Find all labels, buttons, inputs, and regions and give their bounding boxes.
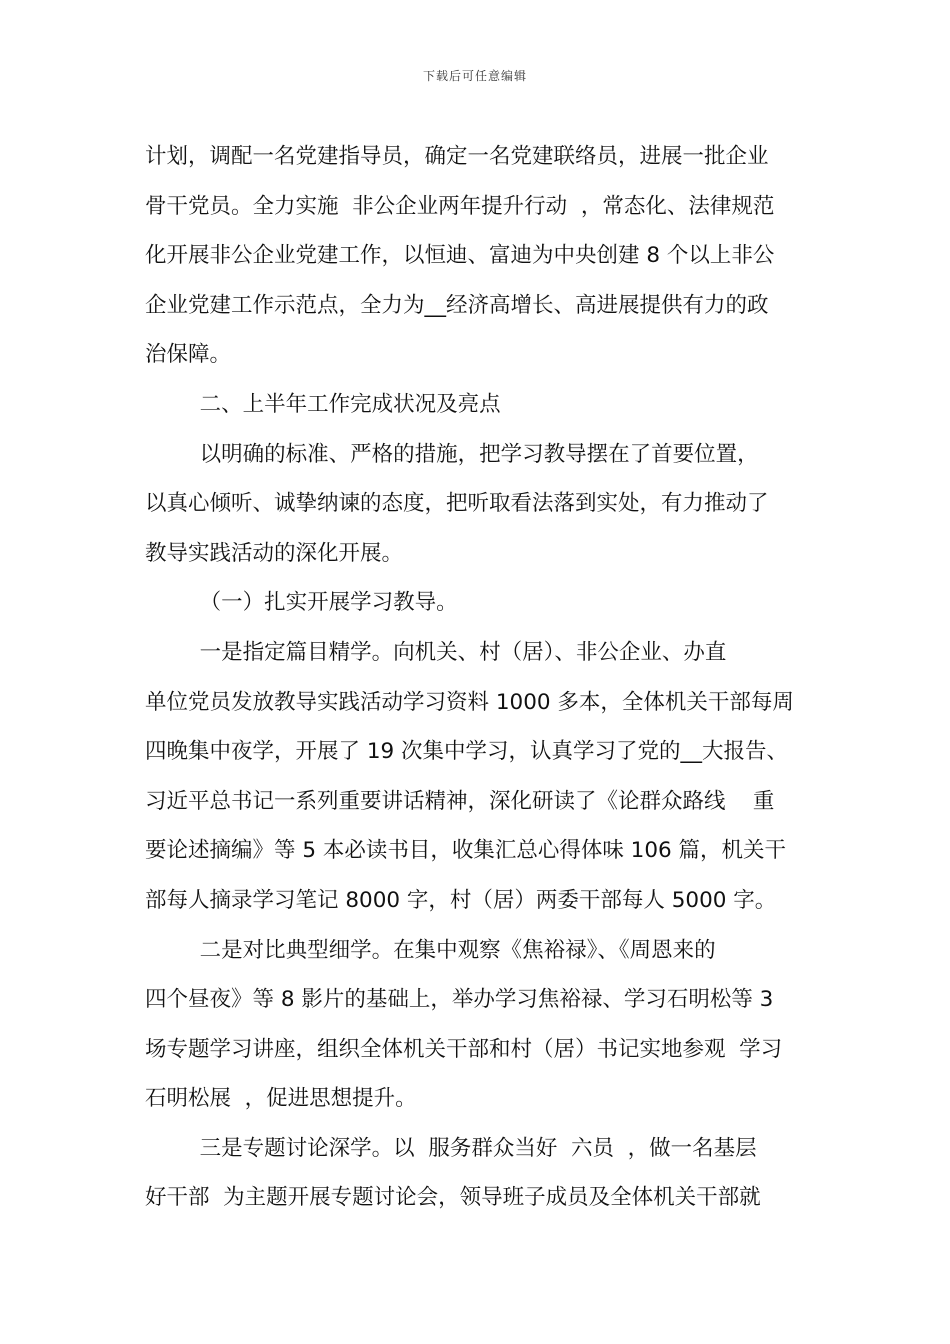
text-line: 骨干党员。全力实施 非公企业两年提升行动 ，常态化、法律规范 [145, 193, 775, 219]
text-line: 一是指定篇目精学。向机关、村（居）、非公企业、办直 [145, 639, 727, 665]
text-line: 治保障。 [145, 342, 232, 368]
page-header: 下载后可任意编辑 [422, 69, 527, 83]
text-line: 四晚集中夜学，开展了 19 次集中学习，认真学习了党的__大报告、 [145, 739, 789, 765]
text-line: 习近平总书记一系列重要讲话精神，深化研读了《论群众路线 重 [145, 788, 775, 814]
text-line: 化开展非公企业党建工作，以恒迪、富迪为中央创建 8 个以上非公 [145, 243, 775, 269]
text-line: 石明松展 ，促进思想提升。 [145, 1086, 417, 1112]
text-line: 企业党建工作示范点，全力为__经济高增长、高进展提供有力的政 [145, 292, 769, 318]
text-line: 好干部 为主题开展专题讨论会，领导班子成员及全体机关干部就 [145, 1185, 761, 1211]
text-line: 二是对比典型细学。在集中观察《焦裕禄》、《周恩来的 [145, 937, 716, 963]
subsection-heading: （一）扎实开展学习教导。 [145, 590, 458, 616]
text-line: 要论述摘编》等 5 本必读书目，收集汇总心得体味 106 篇，机关干 [145, 838, 787, 864]
text-line: 以真心倾听、诚挚纳谏的态度，把听取看法落到实处，有力推动了 [145, 491, 769, 517]
text-line: 四个昼夜》等 8 影片的基础上，举办学习焦裕禄、学习石明松等 3 [145, 987, 774, 1013]
text-line: 部每人摘录学习笔记 8000 字，村（居）两委干部每人 5000 字。 [145, 887, 777, 913]
text-line: 计划，调配一名党建指导员，确定一名党建联络员，进展一批企业 [145, 144, 769, 169]
section-heading: 二、上半年工作完成状况及亮点 [145, 391, 501, 417]
text-line: 三是专题讨论深学。以 服务群众当好 六员 ，做一名基层 [145, 1135, 757, 1161]
document-body [145, 132, 810, 1223]
text-line: 教导实践活动的深化开展。 [145, 540, 404, 566]
text-line: 单位党员发放教导实践活动学习资料 1000 多本，全体机关干部每周 [145, 689, 794, 715]
text-line: 场专题学习讲座，组织全体机关干部和村（居）书记实地参观 学习 [145, 1036, 783, 1062]
text-line: 以明确的标准、严格的措施，把学习教导摆在了首要位置， [145, 441, 759, 467]
